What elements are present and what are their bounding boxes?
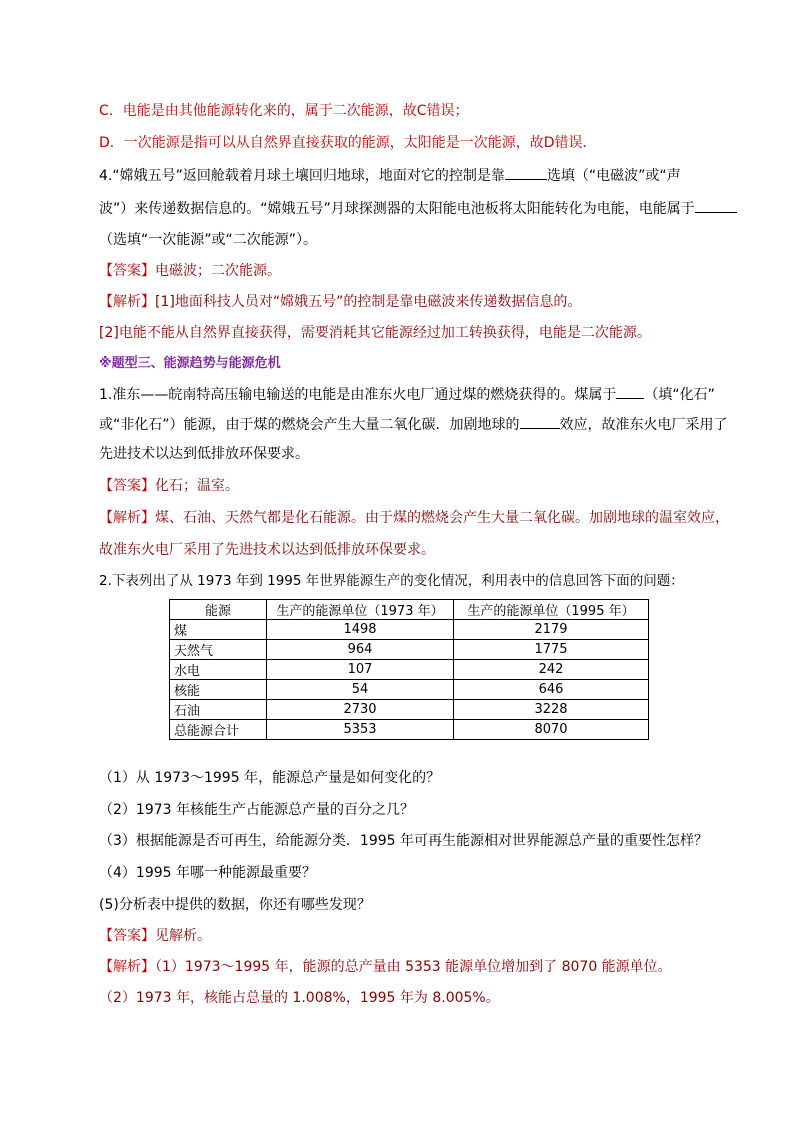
analysis-tag: 【解析】	[99, 959, 155, 975]
sub-question-4: （4）1995 年哪一种能源最重要？	[99, 865, 316, 881]
question-4-analysis	[99, 292, 581, 312]
table-cell-source: 煤	[170, 620, 267, 640]
sub-question-3: （3）根据能源是否可再生，给能源分类．1995 年可再生能源相对世界能源总产量的重要性怎样？	[99, 833, 708, 849]
question-1-text-b: （填“化石”	[644, 387, 715, 403]
analysis-tag: 【解析】	[99, 294, 155, 310]
question-1-line-3: 先进技术以达到低排放环保要求。	[99, 446, 309, 462]
answer-blank	[616, 384, 644, 399]
table-row	[170, 620, 649, 640]
analysis-text: （1）1973～1995 年，能源的总产量由 5353 能源单位增加到了 8070 能源单位。	[155, 959, 672, 975]
table-cell-1995: 1775	[454, 640, 649, 660]
table-cell-1973: 54	[267, 680, 454, 700]
analysis-tag: 【解析】	[99, 510, 155, 526]
table-cell-1973: 2730	[267, 700, 454, 720]
answer-blank	[695, 198, 737, 213]
table-cell-1973: 964	[267, 640, 454, 660]
table-cell-source: 天然气	[170, 640, 267, 660]
question-2-intro: 2.下表列出了从 1973 年到 1995 年世界能源生产的变化情况，利用表中的信息回答下面的问题：	[99, 573, 684, 589]
table-cell-source: 总能源合计	[170, 720, 267, 740]
answer-text: 化石；温室。	[155, 478, 239, 494]
answer-text: 电磁波；二次能源。	[155, 263, 281, 279]
table-cell-source: 核能	[170, 680, 267, 700]
table-row	[170, 700, 649, 720]
answer-tag: 【答案】	[99, 928, 155, 944]
question-1-text-c: 或“非化石”）能源，由于煤的燃烧会产生大量二氧化碳．加剧地球的	[99, 417, 520, 433]
sub-question-1: （1）从 1973～1995 年，能源总产量是如何变化的？	[99, 770, 441, 786]
answer-text: 见解析。	[155, 928, 211, 944]
section-3-heading: ※题型三、能源趋势与能源危机	[99, 356, 281, 371]
question-4-answer	[99, 261, 281, 281]
question-1-answer	[99, 476, 239, 496]
table-cell-source: 水电	[170, 660, 267, 680]
question-4-analysis-2: [2]电能不能从自然界直接获得，需要消耗其它能源经过加工转换获得，电能是二次能源。	[99, 325, 651, 341]
question-4-line-2	[99, 198, 737, 219]
table-cell-source: 石油	[170, 700, 267, 720]
energy-table	[169, 599, 649, 740]
option-c-line: C．电能是由其他能源转化来的，属于二次能源，故C错误；	[99, 103, 469, 119]
table-cell-1973: 5353	[267, 720, 454, 740]
table-cell-1995: 242	[454, 660, 649, 680]
table-cell-1995: 2179	[454, 620, 649, 640]
table-header-cell: 能源	[170, 600, 267, 620]
question-1-analysis	[99, 508, 729, 528]
question-1-text-d: 效应，故准东火电厂采用了	[559, 417, 728, 433]
question-2-analysis-2: （2）1973 年，核能占总量的 1.008%，1995 年为 8.005%。	[99, 990, 500, 1006]
table-cell-1995: 8070	[454, 720, 649, 740]
table-header-cell: 生产的能源单位（1973 年）	[267, 600, 454, 620]
table-row	[170, 680, 649, 700]
table-cell-1995: 3228	[454, 700, 649, 720]
question-4-text-b: 选填（“电磁波”或“声	[546, 168, 681, 184]
table-row	[170, 720, 649, 740]
answer-blank	[520, 414, 560, 429]
answer-blank	[505, 165, 547, 180]
analysis-text: 煤、石油、天然气都是化石能源。由于煤的燃烧会产生大量二氧化碳。加剧地球的温室效应，	[155, 510, 729, 526]
table-header-row	[170, 600, 649, 620]
table-cell-1973: 107	[267, 660, 454, 680]
question-4-line-1	[99, 165, 681, 186]
table-header-cell: 生产的能源单位（1995 年）	[454, 600, 649, 620]
question-1-line-2	[99, 414, 728, 435]
answer-tag: 【答案】	[99, 478, 155, 494]
question-4-text-a: 4.“嫦娥五号”返回舱载着月球土壤回归地球，地面对它的控制是靠	[99, 168, 505, 184]
question-1-line-1	[99, 384, 715, 405]
table-cell-1973: 1498	[267, 620, 454, 640]
table-row	[170, 640, 649, 660]
table-row	[170, 660, 649, 680]
question-4-line-3: （选填“一次能源”或“二次能源”）。	[99, 232, 318, 248]
question-2-analysis	[99, 957, 672, 977]
sub-question-5: (5)分析表中提供的数据，你还有哪些发现？	[99, 897, 371, 913]
analysis-text: [1]地面科技人员对“嫦娥五号”的控制是靠电磁波来传递数据信息的。	[155, 294, 582, 310]
question-1-analysis-2: 故准东火电厂采用了先进技术以达到低排放环保要求。	[99, 542, 435, 558]
question-4-text-c: 波”）来传递数据信息的。“嫦娥五号”月球探测器的太阳能电池板将太阳能转化为电能，电能属于	[99, 201, 695, 217]
option-d-line: D．一次能源是指可以从自然界直接获取的能源，太阳能是一次能源，故D错误．	[99, 135, 597, 151]
question-1-text-a: 1.准东——皖南特高压输电输送的电能是由准东火电厂通过煤的燃烧获得的。煤属于	[99, 387, 617, 403]
table-cell-1995: 646	[454, 680, 649, 700]
sub-question-2: （2）1973 年核能生产占能源总产量的百分之几？	[99, 802, 414, 818]
answer-tag: 【答案】	[99, 263, 155, 279]
question-2-answer	[99, 926, 211, 946]
